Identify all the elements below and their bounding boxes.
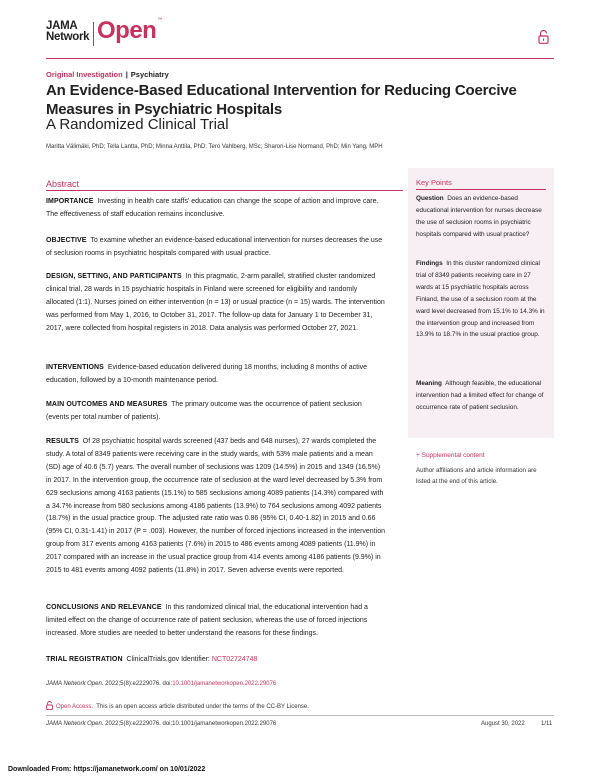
findings-label: Findings: [416, 260, 443, 267]
conclusions-text: In this randomized clinical trial, the educational intervention had a limited effect on the change of occurrence rate of patient seclusion, whereas the use of forced injections increased. More studies are needed to better understand the reasons for these findings.: [46, 604, 368, 637]
footer-details: . 2022;5(8):e2229076. doi:10.1001/jamanetworkopen.2022.29076: [101, 721, 277, 727]
abstract-objective: [46, 235, 386, 261]
logo-divider: [93, 22, 94, 46]
registration-id-link[interactable]: NCT02724748: [211, 656, 258, 663]
open-access-lock-icon: [538, 30, 549, 44]
open-access-statement: [46, 701, 309, 710]
author-list: Maritta Välimäki, PhD; Tella Lantta, PhD; Minna Anttila, PhD; Tero Vahlberg, MSc; Sharon-Lise Normand, PhD; Min Yang, MPH: [46, 144, 383, 150]
design-text: In this pragmatic, 2-arm parallel, stratified cluster randomized clinical trial, 28 wards in 15 psychiatric hospitals in Finland were screened for eligibility and randomly allocated (1:1). Nurses joined on either intervention (n = 13) or usual practice (n = 15) wards. The intervention was performed from May 1, 2016, to October 31, 2017. The follow-up data for January 1 to December 31, 2017, were collected from hospital registers in 2018. Data analysis was performed October 27, 2021.: [46, 273, 385, 332]
question-text: Does an evidence-based educational intervention for nurses decrease the use of seclusion rooms in psychiatric hospitals compared with usual practice?: [416, 195, 542, 238]
logo-line-jama: JAMA: [46, 20, 78, 32]
key-points-question: [416, 193, 546, 241]
outcomes-label: MAIN OUTCOMES AND MEASURES: [46, 401, 168, 408]
meaning-text: Although feasible, the educational intervention had a limited effect for change of occurrence rate of patient seclusion.: [416, 380, 544, 411]
section-separator: |: [125, 70, 128, 79]
abstract-heading: Abstract: [46, 179, 80, 189]
abstract-results: [46, 436, 386, 578]
footer-journal: JAMA Network Open: [46, 721, 102, 727]
logo-line-network: Network: [46, 31, 90, 43]
abstract-design: [46, 271, 386, 336]
open-access-label: Open Access.: [56, 704, 94, 710]
interventions-text: Evidence-based education delivered during 18 months, including 8 months of active education, followed by a 10-month maintenance period.: [46, 364, 368, 384]
abstract-outcomes: [46, 399, 386, 425]
findings-text: In this cluster randomized clinical trial of 8349 patients receiving care in 27 wards at 15 psychiatric hospitals across Finland, the use of a seclusion room at the ward level decreased from 15.1% to 14.3% in the intervention group and increased from 13.9% to 18.7% in the usual practice group.: [416, 260, 545, 339]
design-label: DESIGN, SETTING, AND PARTICIPANTS: [46, 273, 182, 280]
section-category: Psychiatry: [130, 70, 169, 79]
objective-text: To examine whether an evidence-based educational intervention for nurses decreases the use of seclusion rooms in psychiatric hospitals compared with usual practice.: [46, 237, 383, 257]
header-rule: [46, 58, 554, 59]
abstract-interventions: [46, 362, 386, 388]
journal-logo-text: [46, 21, 89, 43]
abstract-registration: [46, 654, 386, 667]
importance-text: Investing in health care staffs' education can change the scope of action and improve care. The effectiveness of staff education remains inconclusive.: [46, 198, 379, 218]
citation-details: . 2022;5(8):e2229076. doi:: [101, 681, 173, 687]
key-points-rule: [416, 189, 546, 190]
key-points-heading: Key Points: [416, 178, 452, 187]
open-access-text: This is an open access article distributed under the terms of the CC-BY License.: [96, 704, 309, 710]
footer-date: August 30, 2022: [481, 721, 525, 727]
section-type: Original Investigation: [46, 70, 123, 79]
results-label: RESULTS: [46, 438, 79, 445]
affiliations-note: Author affiliations and article information are listed at the end of this article.: [416, 467, 537, 485]
article-subtitle: A Randomized Clinical Trial: [46, 116, 229, 133]
citation-journal: JAMA Network Open: [46, 681, 102, 687]
plus-icon: +: [416, 452, 420, 459]
question-label: Question: [416, 195, 444, 202]
registration-text: ClinicalTrials.gov Identifier:: [126, 656, 210, 663]
conclusions-label: CONCLUSIONS AND RELEVANCE: [46, 604, 162, 611]
importance-label: IMPORTANCE: [46, 198, 94, 205]
footer-citation: [46, 721, 276, 727]
supplemental-label: Supplemental content: [421, 452, 485, 459]
objective-label: OBJECTIVE: [46, 237, 87, 244]
abstract-importance: [46, 196, 386, 222]
citation-doi-link[interactable]: 10.1001/jamanetworkopen.2022.29076: [172, 681, 277, 687]
meaning-label: Meaning: [416, 380, 442, 387]
supplemental-content-link[interactable]: [416, 452, 485, 459]
registration-label: TRIAL REGISTRATION: [46, 656, 123, 663]
results-text: Of 28 psychiatric hospital wards screened (437 beds and 648 nurses), 27 wards completed the study. A total of 8349 patients were receiving care in the study wards, with 53% male patients and a mean (SD) age of 40.6 (5.7) years. The overall number of seclusions was 1209 (14.5%) in 2015 and 1349 (16.5%) in 2017. In the intervention group, the occurrence rate of seclusion at the ward level decreased by 5.3% from 629 seclusions among 4163 patients (15.1%) to 585 seclusions among 4089 patients (14.3%) compared with a 34.7% increase from 580 seclusions among 4186 patients (13.9%) to 764 seclusions among 4092 patients (18.7%) in the usual practice group. The adjusted rate ratio was 0.86 (95% CI, 0.40-1.82) in 2015 and 0.66 (95% CI, 0.31-1.41) in 2017 (P = .003). However, the number of forced injections increased in the intervention group from 317 events among 4163 patients (7.6%) in 2015 to 486 events among 4089 patients (11.9%) in 2017 compared with an increase in the usual practice group from 414 events among 4186 patients (9.9%) in 2015 to 481 events among 4092 patients (11.8%) in 2017. Seven adverse events were reported.: [46, 438, 385, 575]
abstract-rule: [46, 190, 403, 191]
interventions-label: INTERVENTIONS: [46, 364, 104, 371]
citation-line: [46, 681, 276, 687]
article-section: [46, 70, 169, 79]
key-points-findings: [416, 258, 546, 341]
article-title: An Evidence-Based Educational Intervention for Reducing Coercive Measures in Psychiatric Hospitals: [46, 82, 517, 118]
abstract-conclusions: [46, 602, 386, 641]
logo-open-text: Open: [97, 17, 157, 44]
page-number: 1/11: [541, 721, 553, 727]
footer-rule: [46, 715, 554, 716]
download-notice: Downloaded From: https://jamanetwork.com/ on 10/01/2022: [8, 766, 206, 773]
outcomes-text: The primary outcome was the occurrence of patient seclusion (events per total number of patients).: [46, 401, 362, 421]
logo-open: [97, 17, 162, 45]
open-access-icon: [46, 701, 53, 710]
logo-trademark: ™: [157, 17, 162, 23]
key-points-meaning: [416, 378, 546, 414]
